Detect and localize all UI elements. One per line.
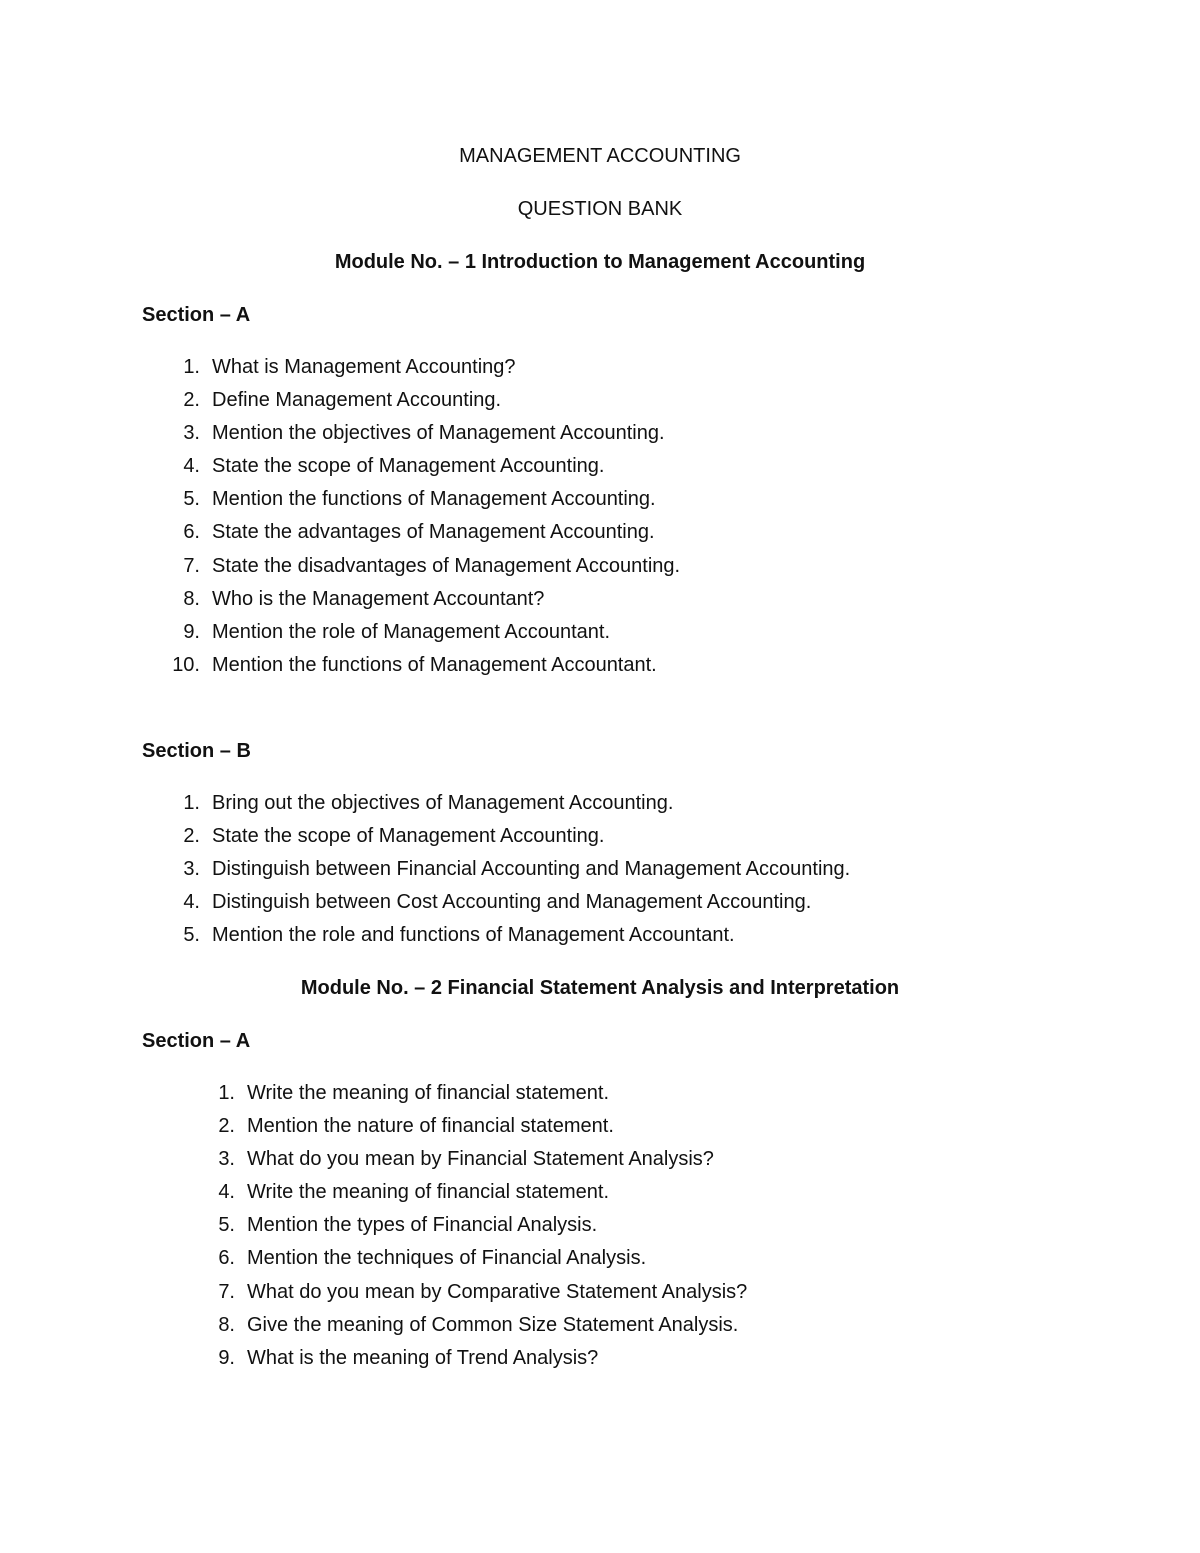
question-number: 8. bbox=[183, 587, 200, 610]
question-text: Mention the role of Management Accountant. bbox=[212, 620, 611, 643]
list-item bbox=[183, 487, 680, 520]
question-text: Write the meaning of financial statement. bbox=[247, 1082, 610, 1104]
module-1-section-a-questions bbox=[172, 355, 681, 686]
list-item bbox=[183, 791, 850, 824]
question-number: 7. bbox=[218, 1280, 235, 1303]
question-text: Distinguish between Financial Accounting and Management Accounting. bbox=[212, 858, 851, 881]
question-text: Define Management Accounting. bbox=[212, 389, 502, 412]
question-number: 3. bbox=[183, 858, 200, 881]
list-item bbox=[183, 587, 680, 620]
question-text: State the scope of Management Accounting. bbox=[212, 455, 605, 478]
module-2-section-a-heading: Section – A bbox=[142, 1030, 251, 1052]
question-number: 6. bbox=[218, 1247, 235, 1270]
question-number: 5. bbox=[183, 924, 200, 947]
question-text: Mention the techniques of Financial Analysis. bbox=[247, 1247, 647, 1270]
question-number: 4. bbox=[183, 455, 200, 478]
question-number: 6. bbox=[183, 521, 200, 544]
question-number: 2. bbox=[218, 1115, 235, 1138]
question-number: 9. bbox=[218, 1346, 235, 1369]
question-text: State the disadvantages of Management Accounting. bbox=[212, 554, 681, 577]
question-number: 1. bbox=[183, 792, 200, 814]
question-text: Mention the functions of Management Accounting. bbox=[212, 488, 656, 511]
question-text: Give the meaning of Common Size Statement Analysis. bbox=[247, 1313, 739, 1336]
question-text: Mention the nature of financial statement. bbox=[247, 1115, 614, 1138]
question-number: 5. bbox=[183, 488, 200, 511]
question-number: 2. bbox=[183, 825, 200, 848]
document-subtitle: QUESTION BANK bbox=[517, 198, 683, 220]
question-number: 1. bbox=[183, 356, 200, 378]
question-text: What is Management Accounting? bbox=[212, 356, 516, 378]
module-1-section-b-heading: Section – B bbox=[142, 740, 251, 762]
question-text: What is the meaning of Trend Analysis? bbox=[247, 1346, 599, 1369]
question-number: 3. bbox=[218, 1148, 235, 1171]
list-item bbox=[183, 520, 680, 553]
document-title: MANAGEMENT ACCOUNTING bbox=[459, 145, 741, 167]
question-text: State the scope of Management Accounting. bbox=[212, 825, 605, 848]
list-item bbox=[218, 1346, 747, 1379]
list-item bbox=[218, 1246, 747, 1279]
list-item bbox=[183, 554, 681, 587]
module-2-heading: Module No. – 2 Financial Statement Analysis and Interpretation bbox=[300, 977, 900, 999]
question-text: What do you mean by Financial Statement Analysis? bbox=[247, 1148, 714, 1171]
list-item bbox=[183, 824, 850, 857]
list-item bbox=[218, 1147, 747, 1180]
list-item bbox=[183, 355, 680, 388]
question-number: 8. bbox=[218, 1313, 235, 1336]
list-item bbox=[172, 653, 680, 686]
question-number: 2. bbox=[183, 389, 200, 412]
question-text: What do you mean by Comparative Statement Analysis? bbox=[247, 1280, 748, 1303]
question-number: 7. bbox=[183, 554, 200, 577]
list-item bbox=[218, 1280, 748, 1313]
list-item bbox=[183, 923, 850, 956]
module-1-section-a-heading: Section – A bbox=[142, 304, 251, 326]
question-number: 10. bbox=[172, 653, 200, 676]
list-item bbox=[183, 454, 680, 487]
question-number: 4. bbox=[218, 1181, 235, 1204]
list-item bbox=[183, 388, 680, 421]
list-item bbox=[183, 857, 851, 890]
question-text: Mention the types of Financial Analysis. bbox=[247, 1214, 598, 1237]
list-item bbox=[218, 1213, 747, 1246]
question-text: Distinguish between Cost Accounting and Management Accounting. bbox=[212, 891, 812, 914]
list-item bbox=[183, 620, 680, 653]
question-number: 9. bbox=[183, 620, 200, 643]
question-number: 4. bbox=[183, 891, 200, 914]
module-1-heading: Module No. – 1 Introduction to Management Accounting bbox=[334, 251, 866, 273]
list-item bbox=[183, 421, 680, 454]
list-item bbox=[218, 1180, 747, 1213]
question-text: Who is the Management Accountant? bbox=[212, 587, 545, 610]
list-item bbox=[218, 1081, 747, 1114]
question-number: 3. bbox=[183, 422, 200, 445]
question-text: Write the meaning of financial statement. bbox=[247, 1181, 610, 1204]
question-text: State the advantages of Management Accounting. bbox=[212, 521, 655, 544]
list-item bbox=[218, 1114, 747, 1147]
question-text: Bring out the objectives of Management Accounting. bbox=[212, 792, 674, 814]
list-item bbox=[218, 1313, 747, 1346]
question-number: 5. bbox=[218, 1214, 235, 1237]
list-item bbox=[183, 890, 850, 923]
question-number: 1. bbox=[218, 1082, 235, 1104]
question-text: Mention the functions of Management Accountant. bbox=[212, 653, 657, 676]
question-text: Mention the role and functions of Management Accountant. bbox=[212, 924, 735, 947]
module-2-section-a-questions bbox=[218, 1081, 748, 1379]
module-1-section-b-questions bbox=[183, 791, 851, 956]
question-text: Mention the objectives of Management Accounting. bbox=[212, 422, 665, 445]
